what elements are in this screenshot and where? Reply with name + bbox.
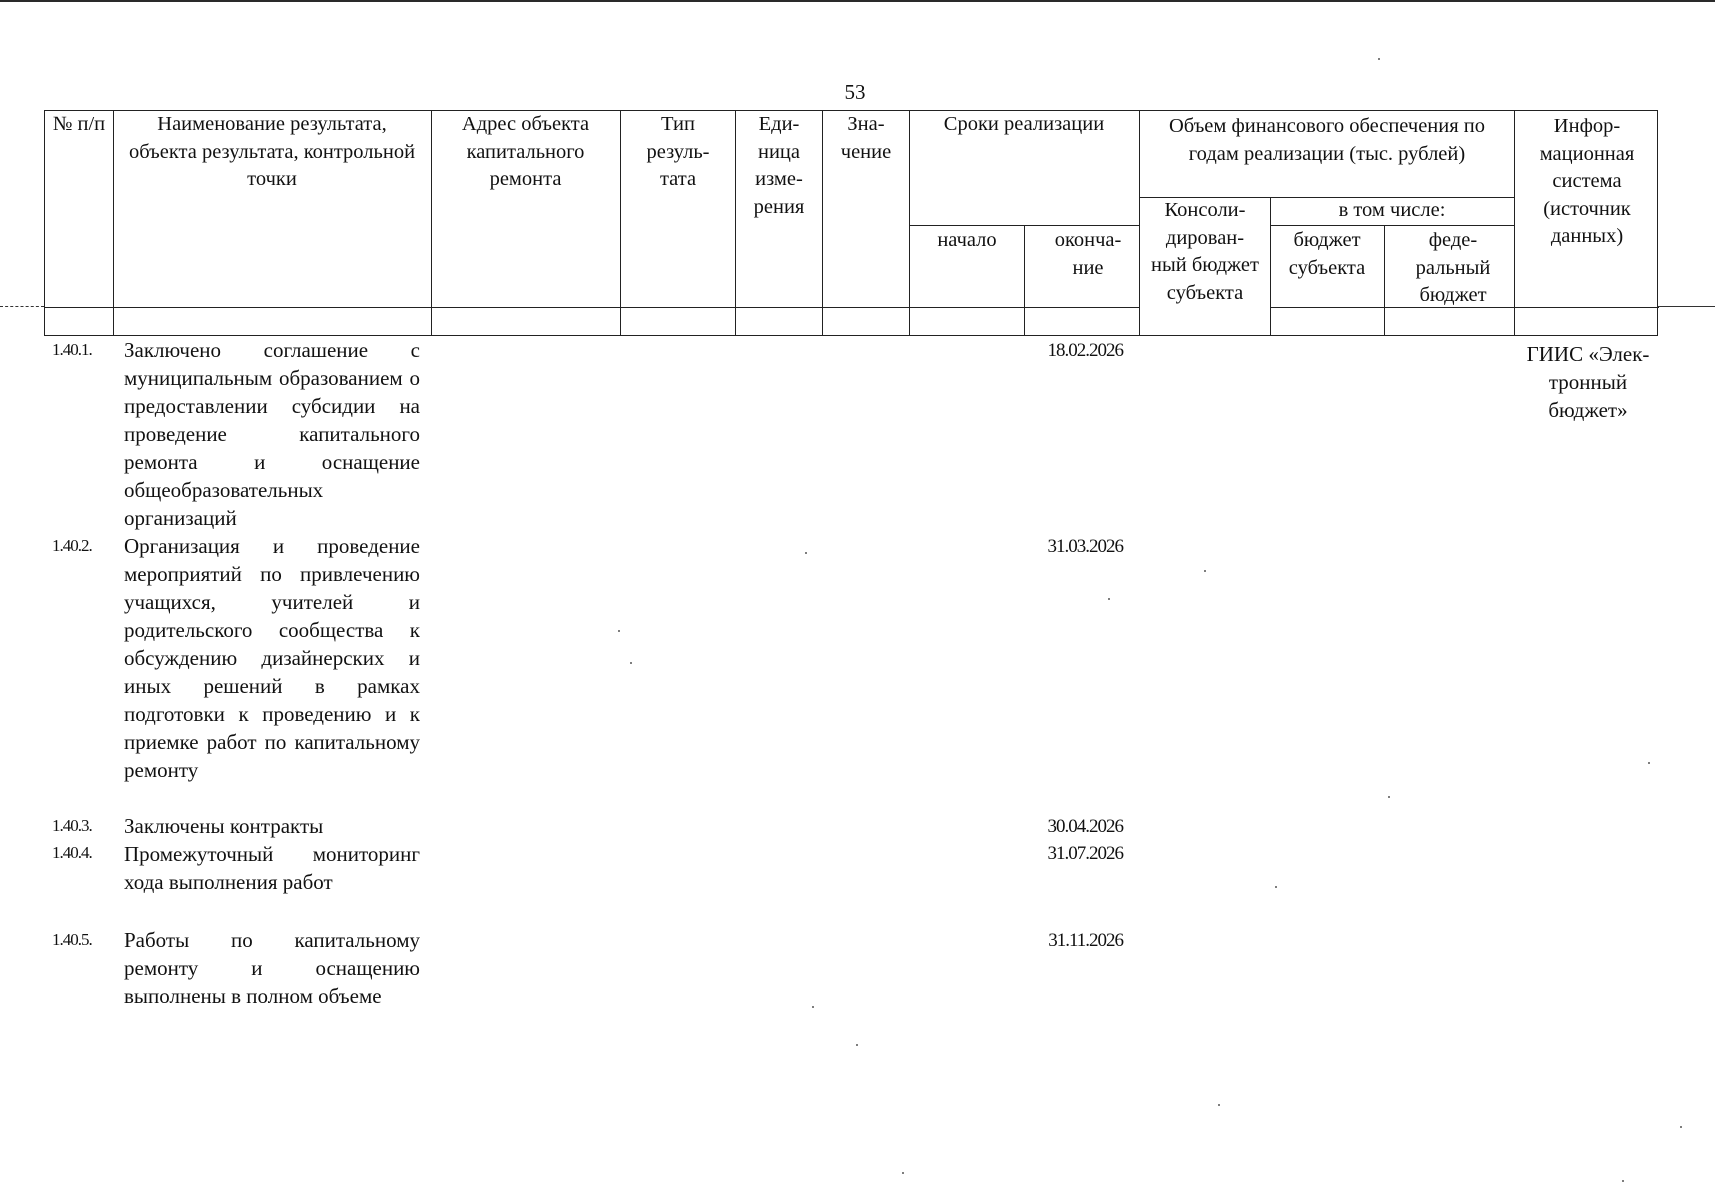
column-divider <box>1024 225 1025 336</box>
header-value: Зна-чение <box>840 113 892 163</box>
scan-speck <box>1378 58 1380 60</box>
column-divider <box>1270 197 1271 336</box>
column-divider <box>620 111 621 336</box>
row-name: Заключено соглашение с муниципальным образованием о предоставлении субсидии на проведение капитального ремонта и оснащение общеобразовательных организаций <box>124 338 420 530</box>
scan-margin-line-left <box>0 306 44 307</box>
row-number: 1.40.5. <box>52 930 92 949</box>
column-divider <box>1384 225 1385 336</box>
header-no: № п/п <box>52 113 106 135</box>
scan-speck <box>1204 570 1206 572</box>
row-name: Заключены контракты <box>124 814 324 838</box>
column-divider <box>735 111 736 336</box>
scan-speck <box>1622 1180 1624 1182</box>
scan-speck <box>856 1044 858 1046</box>
row-end-date: 30.04.2026 <box>1047 816 1123 837</box>
scan-speck <box>1108 598 1110 600</box>
row-divider <box>1270 225 1514 226</box>
header-start: начало <box>937 229 997 251</box>
header-unit: Еди-ница изме-рения <box>753 113 805 218</box>
header-subject-budget: бюджет субъекта <box>1288 229 1366 279</box>
scan-top-edge <box>0 0 1715 2</box>
row-divider <box>909 225 1139 226</box>
row-name: Организация и проведение мероприятий по привлечению учащихся, учителей и родительского сообщества к обсуждению дизайнерских и иных решений в рамках подготовки к проведению и к приемке работ по капитальному ремонту <box>124 534 420 782</box>
scan-speck <box>1388 796 1390 798</box>
row-number: 1.40.2. <box>52 536 92 555</box>
header-address: Адрес объекта капитального ремонта <box>461 113 590 190</box>
row-end-date: 31.03.2026 <box>1047 536 1123 557</box>
header-federal-budget: феде-ральный бюджет <box>1415 229 1491 306</box>
header-finance: Объем финансового обеспечения по годам реализации (тыс. рублей) <box>1168 115 1486 165</box>
scan-speck <box>805 552 807 554</box>
scan-speck <box>1275 886 1277 888</box>
row-divider <box>45 307 1139 308</box>
scan-speck <box>1648 762 1650 764</box>
header-consolidated-budget: Консоли-дирован-ный бюджет субъекта <box>1151 199 1259 304</box>
scan-margin-line-right <box>1658 306 1715 307</box>
row-end-date: 18.02.2026 <box>1047 340 1123 361</box>
header-name: Наименование результата, объекта результата, контрольной точки <box>128 113 416 190</box>
info-system-value: ГИИС «Элек-тронный бюджет» <box>1526 342 1650 422</box>
row-number: 1.40.3. <box>52 816 92 835</box>
row-number: 1.40.1. <box>52 340 92 359</box>
scan-speck <box>630 662 632 664</box>
row-number: 1.40.4. <box>52 843 92 862</box>
column-divider <box>113 111 114 336</box>
header-end: оконча-ние <box>1054 229 1122 279</box>
scan-speck <box>1680 1126 1682 1128</box>
column-divider <box>1514 111 1515 336</box>
header-including: в том числе: <box>1338 199 1446 221</box>
header-terms: Сроки реализации <box>943 113 1105 135</box>
row-name: Промежуточный мониторинг хода выполнения работ <box>124 842 420 894</box>
page-number: 53 <box>844 80 866 104</box>
table-header <box>44 110 1658 336</box>
scan-speck <box>902 1172 904 1174</box>
header-info-system: Инфор-мационная система (источник данных) <box>1539 115 1635 247</box>
row-name: Работы по капитальному ремонту и оснащению выполнены в полном объеме <box>124 928 420 1008</box>
row-end-date: 31.07.2026 <box>1047 843 1123 864</box>
scan-speck <box>1218 1104 1220 1106</box>
scan-speck <box>812 1006 814 1008</box>
column-divider <box>909 111 910 336</box>
column-divider <box>822 111 823 336</box>
column-divider <box>431 111 432 336</box>
column-divider <box>1139 111 1140 336</box>
scan-speck <box>618 630 620 632</box>
header-type: Тип резуль-тата <box>646 113 710 190</box>
row-end-date: 31.11.2026 <box>1048 930 1123 951</box>
